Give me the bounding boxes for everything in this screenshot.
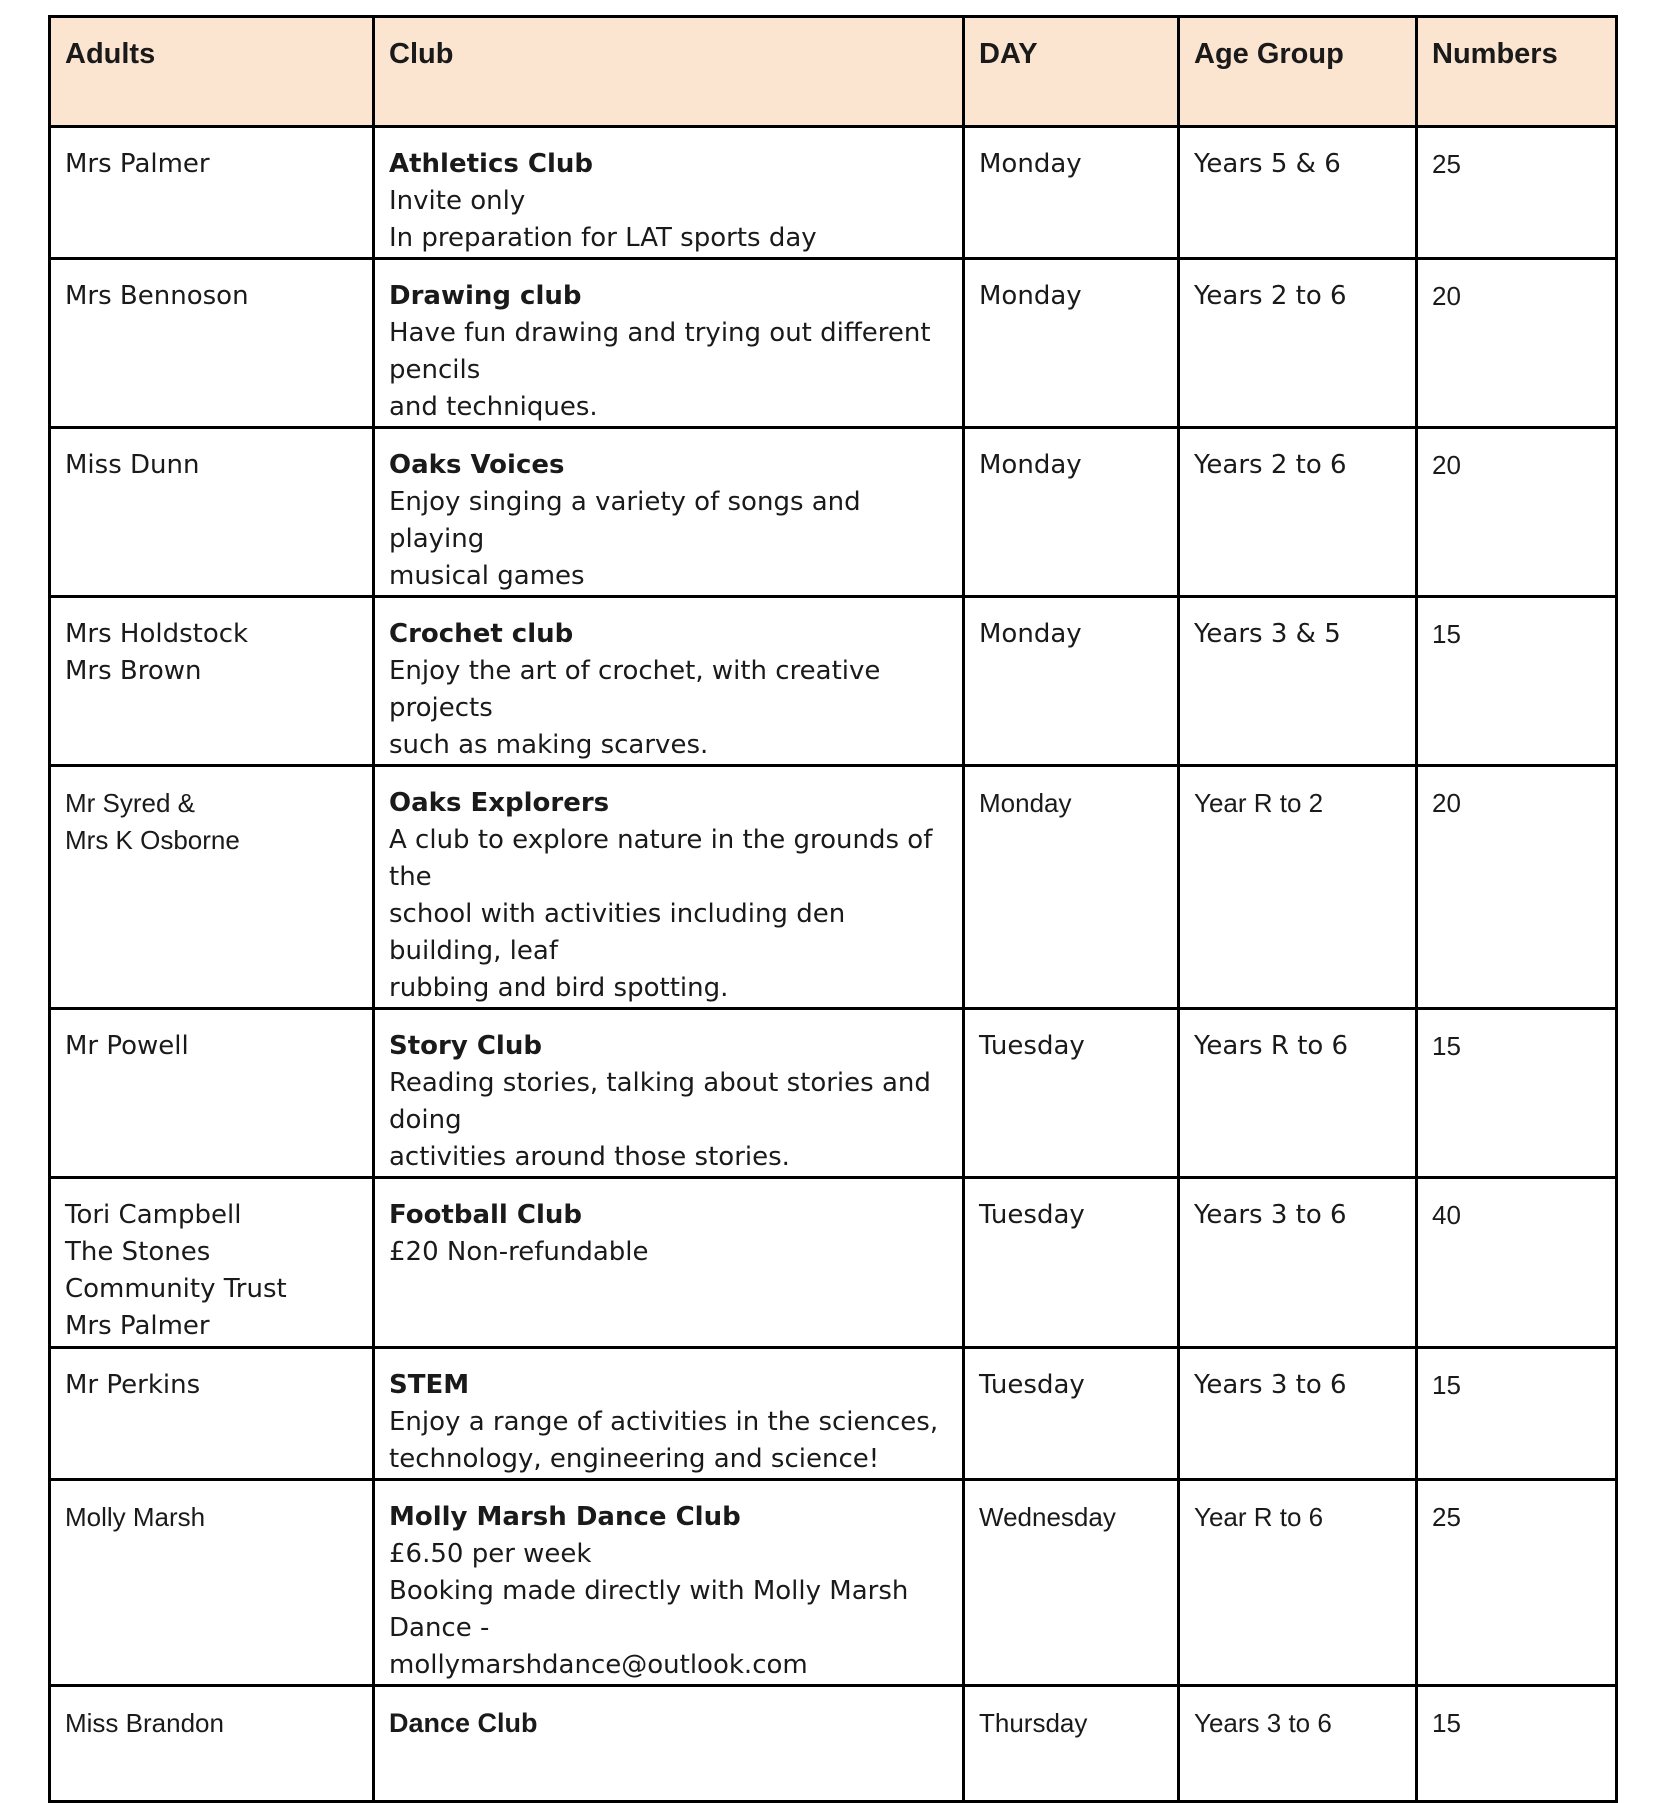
- header-row: [50, 17, 1617, 127]
- age-group-cell: Years 3 to 6: [1179, 1178, 1417, 1348]
- club-title: Athletics Club: [389, 149, 594, 179]
- day-cell: Monday: [964, 766, 1179, 1009]
- table-row: [50, 259, 1617, 428]
- table-body: [50, 127, 1617, 1802]
- club-description: Booking made directly with Molly Marsh Dance -: [389, 1576, 909, 1643]
- club-description: activities around those stories.: [389, 1142, 790, 1172]
- numbers-cell: 40: [1417, 1178, 1617, 1348]
- club-description: A club to explore nature in the grounds of the: [389, 825, 933, 892]
- numbers-cell: 20: [1417, 428, 1617, 597]
- adult-name: Mrs Palmer: [65, 1311, 210, 1341]
- adults-cell: [50, 1686, 374, 1802]
- table-row: [50, 766, 1617, 1009]
- adult-name: Miss Brandon: [65, 1708, 224, 1738]
- age-group-cell: Years 2 to 6: [1179, 259, 1417, 428]
- adults-cell: [50, 1480, 374, 1686]
- club-description: Invite only: [389, 186, 526, 216]
- numbers-cell: 20: [1417, 766, 1617, 1009]
- day-cell: Thursday: [964, 1686, 1179, 1802]
- header-numbers: Numbers: [1417, 17, 1617, 127]
- club-title: Football Club: [389, 1200, 583, 1230]
- adult-name: Miss Dunn: [65, 450, 200, 480]
- club-description: musical games: [389, 561, 585, 591]
- adults-cell: [50, 127, 374, 259]
- club-description: Enjoy a range of activities in the sciences,: [389, 1407, 939, 1437]
- adult-name: Molly Marsh: [65, 1502, 206, 1532]
- club-description: rubbing and bird spotting.: [389, 973, 729, 1003]
- club-description: Enjoy the art of crochet, with creative projects: [389, 656, 881, 723]
- table-row: [50, 1480, 1617, 1686]
- day-cell: Monday: [964, 259, 1179, 428]
- table-row: [50, 597, 1617, 766]
- club-title: Oaks Voices: [389, 450, 565, 480]
- header-day: DAY: [964, 17, 1179, 127]
- adults-cell: [50, 1178, 374, 1348]
- numbers-cell: 20: [1417, 259, 1617, 428]
- age-group-cell: Year R to 6: [1179, 1480, 1417, 1686]
- club-description: school with activities including den building, leaf: [389, 899, 846, 966]
- numbers-cell: 25: [1417, 1480, 1617, 1686]
- age-group-cell: Years 5 & 6: [1179, 127, 1417, 259]
- header-age-group: Age Group: [1179, 17, 1417, 127]
- adult-name: Mr Syred &: [65, 788, 196, 818]
- club-description: In preparation for LAT sports day: [389, 223, 817, 253]
- club-cell: [374, 127, 964, 259]
- club-cell: [374, 1480, 964, 1686]
- club-cell: [374, 259, 964, 428]
- numbers-cell: 15: [1417, 597, 1617, 766]
- adult-name: Tori Campbell: [65, 1200, 242, 1230]
- adults-cell: [50, 766, 374, 1009]
- age-group-cell: Years 2 to 6: [1179, 428, 1417, 597]
- adult-name: Mrs Holdstock: [65, 619, 249, 649]
- age-group-cell: Years 3 to 6: [1179, 1686, 1417, 1802]
- adult-name: Mrs K Osborne: [65, 825, 240, 855]
- numbers-cell: 15: [1417, 1686, 1617, 1802]
- club-description: £20 Non-refundable: [389, 1237, 649, 1267]
- adult-name: Mrs Brown: [65, 656, 202, 686]
- age-group-cell: Years R to 6: [1179, 1009, 1417, 1178]
- club-cell: [374, 766, 964, 1009]
- club-description: Enjoy singing a variety of songs and playing: [389, 487, 861, 554]
- club-cell: [374, 428, 964, 597]
- club-cell: [374, 1178, 964, 1348]
- club-cell: [374, 1348, 964, 1480]
- adults-cell: [50, 597, 374, 766]
- table-row: [50, 1348, 1617, 1480]
- header-adults: Adults: [50, 17, 374, 127]
- age-group-cell: Years 3 to 6: [1179, 1348, 1417, 1480]
- clubs-table: [48, 15, 1618, 1803]
- table-row: [50, 428, 1617, 597]
- club-description: technology, engineering and science!: [389, 1444, 880, 1474]
- adult-name: Mr Powell: [65, 1031, 189, 1061]
- club-description: Reading stories, talking about stories and doing: [389, 1068, 931, 1135]
- club-email: mollymarshdance@outlook.com: [389, 1650, 808, 1680]
- club-title: Dance Club: [389, 1708, 538, 1738]
- club-description: such as making scarves.: [389, 730, 709, 760]
- age-group-cell: Year R to 2: [1179, 766, 1417, 1009]
- club-title: Drawing club: [389, 281, 582, 311]
- club-title: Crochet club: [389, 619, 574, 649]
- adults-cell: [50, 428, 374, 597]
- day-cell: Monday: [964, 428, 1179, 597]
- adult-name: The Stones: [65, 1237, 211, 1267]
- day-cell: Tuesday: [964, 1178, 1179, 1348]
- table-row: [50, 127, 1617, 259]
- adults-cell: [50, 259, 374, 428]
- day-cell: Tuesday: [964, 1009, 1179, 1178]
- adults-cell: [50, 1009, 374, 1178]
- age-group-cell: Years 3 & 5: [1179, 597, 1417, 766]
- club-title: Story Club: [389, 1031, 542, 1061]
- adult-name: Mrs Bennoson: [65, 281, 249, 311]
- header-club: Club: [374, 17, 964, 127]
- club-title: STEM: [389, 1370, 470, 1400]
- adult-name: Community Trust: [65, 1274, 287, 1304]
- table-row: [50, 1009, 1617, 1178]
- table-header: [50, 17, 1617, 127]
- adult-name: Mrs Palmer: [65, 149, 210, 179]
- club-cell: [374, 1686, 964, 1802]
- adults-cell: [50, 1348, 374, 1480]
- numbers-cell: 15: [1417, 1348, 1617, 1480]
- club-description: Have fun drawing and trying out different pencils: [389, 318, 931, 385]
- day-cell: Monday: [964, 127, 1179, 259]
- day-cell: Monday: [964, 597, 1179, 766]
- club-description: and techniques.: [389, 392, 598, 422]
- club-cell: [374, 1009, 964, 1178]
- club-title: Oaks Explorers: [389, 788, 610, 818]
- day-cell: Tuesday: [964, 1348, 1179, 1480]
- day-cell: Wednesday: [964, 1480, 1179, 1686]
- club-description: £6.50 per week: [389, 1539, 592, 1569]
- adult-name: Mr Perkins: [65, 1370, 201, 1400]
- numbers-cell: 15: [1417, 1009, 1617, 1178]
- club-cell: [374, 597, 964, 766]
- table-row: [50, 1178, 1617, 1348]
- numbers-cell: 25: [1417, 127, 1617, 259]
- table-row: [50, 1686, 1617, 1802]
- club-title: Molly Marsh Dance Club: [389, 1502, 741, 1532]
